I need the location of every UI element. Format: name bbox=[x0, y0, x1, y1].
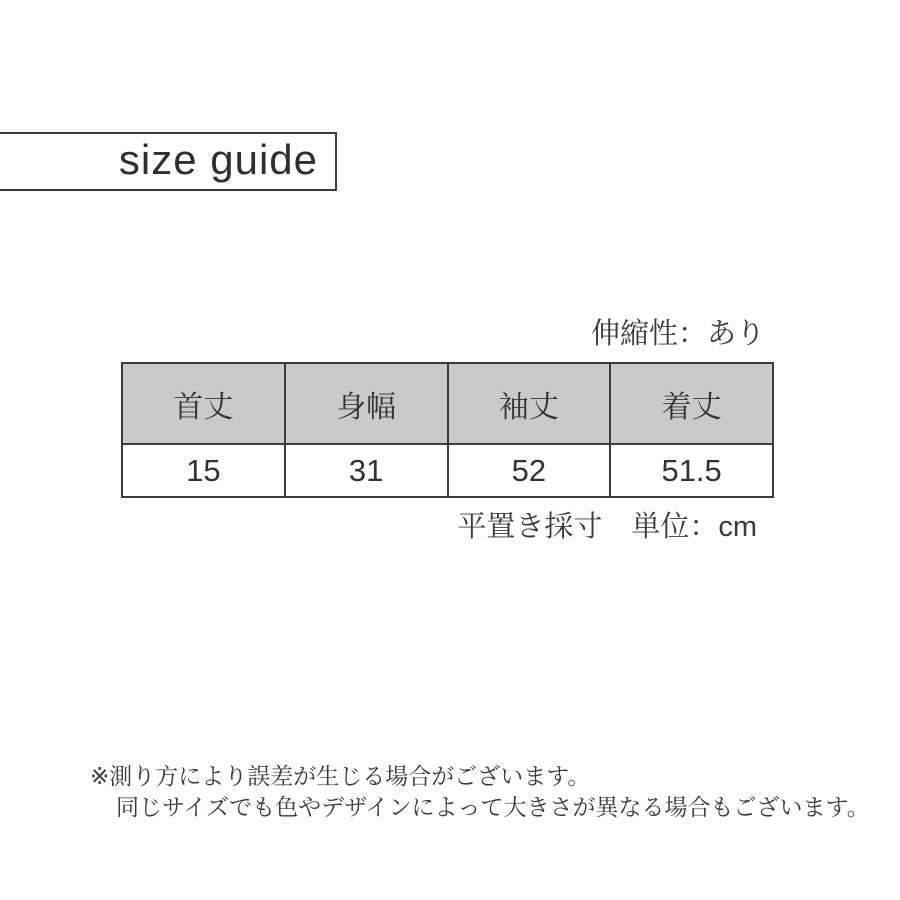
table-cell-garment-length: 51.5 bbox=[610, 444, 773, 497]
table-header-sleeve-length: 袖丈 bbox=[448, 363, 611, 444]
size-guide-title-box bbox=[0, 132, 337, 191]
disclaimer bbox=[90, 761, 870, 823]
size-table-value-row bbox=[122, 444, 773, 497]
table-header-body-width: 身幅 bbox=[285, 363, 448, 444]
page-title: size guide bbox=[118, 135, 318, 183]
elasticity-note: 伸縮性：あり bbox=[590, 318, 765, 350]
measurement-method-note: 平置き採寸 単位：cm bbox=[457, 511, 757, 543]
table-cell-body-width: 31 bbox=[285, 444, 448, 497]
disclaimer-line-2: 同じサイズでも色やデザインによって大きさが異なる場合もございます。 bbox=[116, 794, 870, 820]
table-header-garment-length: 着丈 bbox=[610, 363, 773, 444]
size-table-header-row bbox=[122, 363, 773, 444]
table-header-neck-length: 首丈 bbox=[122, 363, 285, 444]
size-table bbox=[121, 362, 774, 498]
table-cell-neck-length: 15 bbox=[122, 444, 285, 497]
table-cell-sleeve-length: 52 bbox=[448, 444, 611, 497]
disclaimer-line-1: ※測り方により誤差が生じる場合がございます。 bbox=[90, 763, 591, 789]
